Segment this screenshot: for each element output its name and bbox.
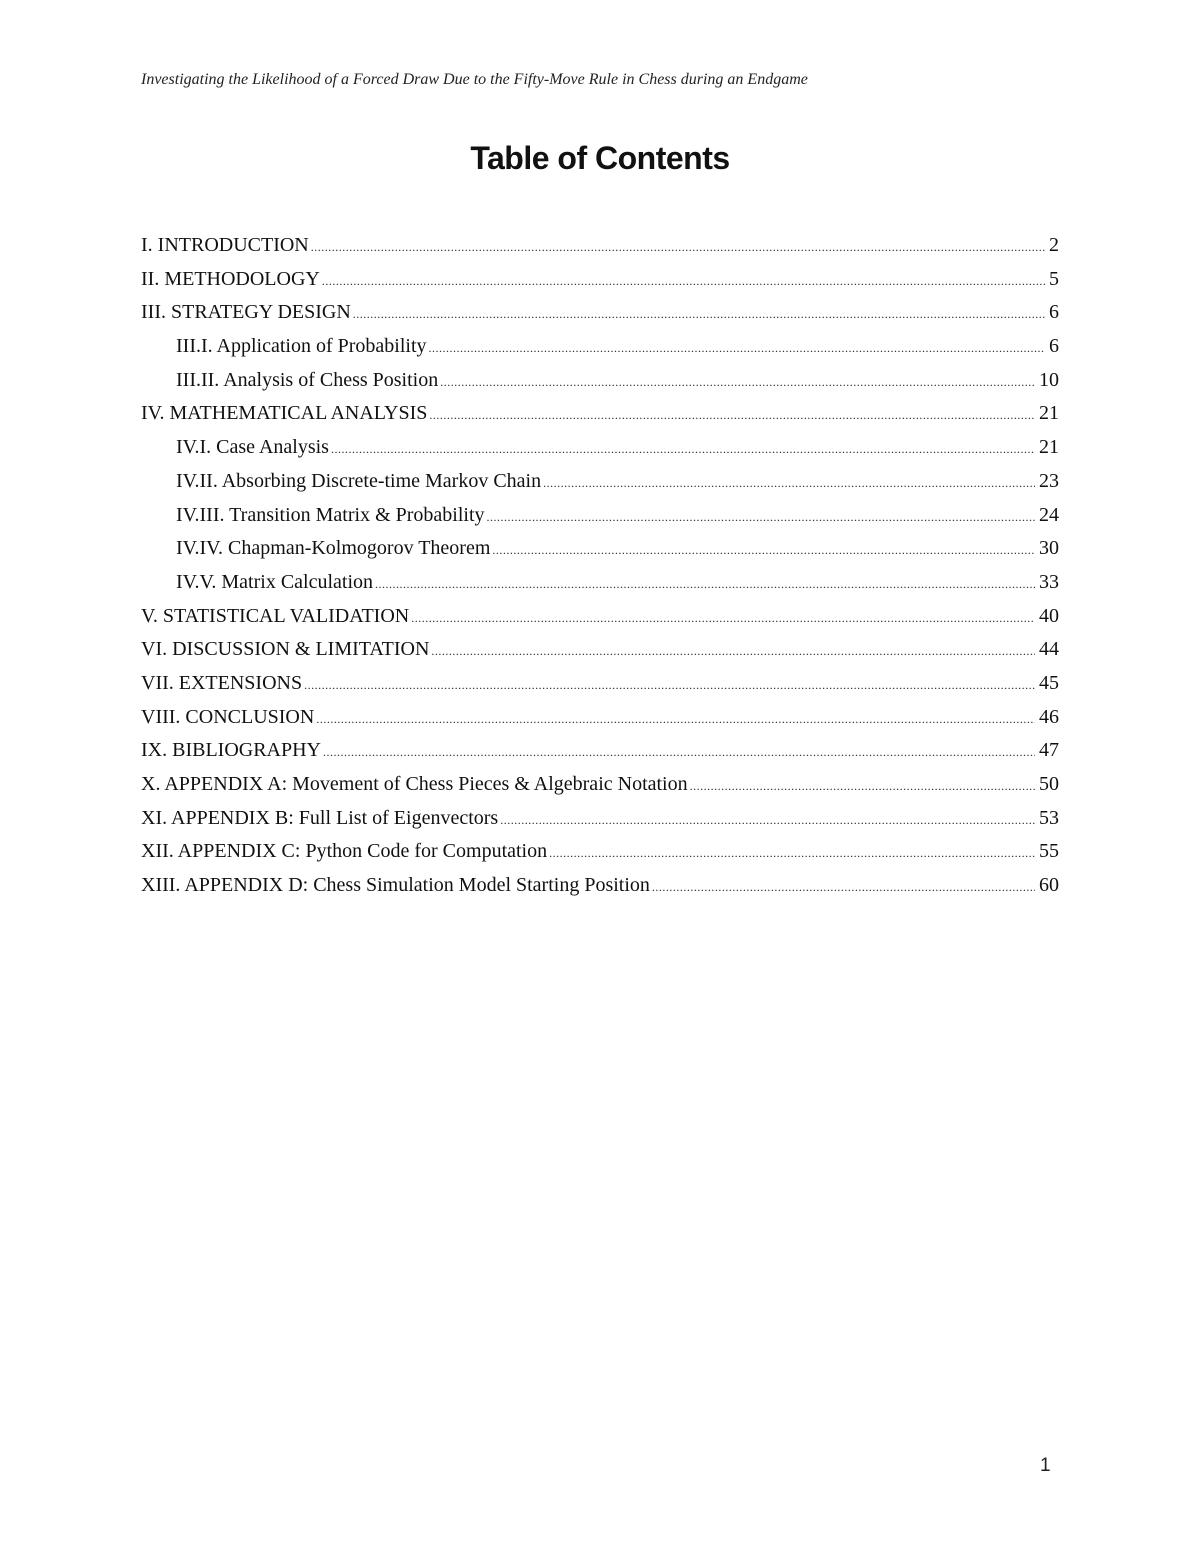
toc-entry-page: 45 <box>1039 671 1059 694</box>
toc-entry-label: IV.III. Transition Matrix & Probability <box>176 503 485 526</box>
toc-entry-label: V. STATISTICAL VALIDATION <box>141 604 410 627</box>
toc-entry-label: XII. APPENDIX C: Python Code for Computation <box>141 840 548 863</box>
toc-entry-page: 44 <box>1039 638 1059 661</box>
toc-entry-label: XIII. APPENDIX D: Chess Simulation Model Starting Position <box>141 874 650 897</box>
toc-entry[interactable] <box>141 802 1059 836</box>
toc-entry-page: 40 <box>1039 604 1059 627</box>
toc-entry-label: III.II. Analysis of Chess Position <box>176 368 439 391</box>
page-number: 1 <box>1040 1455 1051 1476</box>
toc-entry-page: 24 <box>1039 503 1059 526</box>
toc-entry-label: IV. MATHEMATICAL ANALYSIS <box>141 402 428 425</box>
toc-entry-page: 33 <box>1039 570 1059 593</box>
toc-entry[interactable] <box>141 566 1059 600</box>
toc-entry-page: 5 <box>1049 267 1059 290</box>
toc-entry[interactable] <box>141 667 1059 701</box>
toc-dot-leader <box>429 332 1045 366</box>
toc-entry-label: XI. APPENDIX B: Full List of Eigenvectors <box>141 806 499 829</box>
toc-entry-page: 55 <box>1039 840 1059 863</box>
toc-entry-label: IV.I. Case Analysis <box>176 436 329 459</box>
toc-dot-leader <box>322 265 1045 299</box>
toc-entry[interactable] <box>141 633 1059 667</box>
toc-entry-label: IV.II. Absorbing Discrete-time Markov Chain <box>176 469 542 492</box>
toc-entry[interactable] <box>141 869 1059 903</box>
toc-entry-label: X. APPENDIX A: Movement of Chess Pieces & Algebraic Notation <box>141 773 688 795</box>
toc-dot-leader <box>500 804 1035 838</box>
toc-entry[interactable] <box>141 229 1059 263</box>
toc-entry-page: 6 <box>1049 301 1059 324</box>
toc-dot-leader <box>411 602 1035 636</box>
toc-entry[interactable] <box>141 330 1059 364</box>
toc-dot-leader <box>549 837 1035 871</box>
toc-dot-leader <box>492 534 1035 568</box>
toc-dot-leader <box>375 568 1035 602</box>
table-of-contents <box>141 229 1059 903</box>
toc-entry-page: 50 <box>1039 773 1059 795</box>
toc-dot-leader <box>652 871 1035 905</box>
toc-entry-page: 21 <box>1039 436 1059 459</box>
toc-entry[interactable] <box>141 768 1059 802</box>
toc-dot-leader <box>331 433 1035 467</box>
toc-entry-page: 60 <box>1039 874 1059 897</box>
toc-entry[interactable] <box>141 263 1059 297</box>
toc-entry[interactable] <box>141 734 1059 768</box>
toc-entry-label: VIII. CONCLUSION <box>141 705 315 728</box>
toc-entry-page: 53 <box>1039 806 1059 829</box>
toc-entry-label: III. STRATEGY DESIGN <box>141 301 351 324</box>
toc-entry-page: 10 <box>1039 368 1059 391</box>
toc-dot-leader <box>690 770 1035 804</box>
toc-entry[interactable] <box>141 431 1059 465</box>
toc-dot-leader <box>440 366 1035 400</box>
toc-entry[interactable] <box>141 835 1059 869</box>
toc-entry-label: I. INTRODUCTION <box>141 234 309 256</box>
toc-entry[interactable] <box>141 701 1059 735</box>
toc-dot-leader <box>323 736 1035 770</box>
toc-dot-leader <box>543 467 1035 501</box>
toc-entry-label: VI. DISCUSSION & LIMITATION <box>141 638 430 661</box>
toc-entry-label: IX. BIBLIOGRAPHY <box>141 739 321 762</box>
toc-dot-leader <box>316 703 1035 737</box>
toc-entry-label: IV.V. Matrix Calculation <box>176 570 374 593</box>
toc-entry-label: VII. EXTENSIONS <box>141 671 303 694</box>
toc-entry-page: 23 <box>1039 469 1059 492</box>
toc-entry[interactable] <box>141 364 1059 398</box>
toc-dot-leader <box>353 298 1045 332</box>
toc-entry[interactable] <box>141 397 1059 431</box>
toc-entry-page: 6 <box>1049 335 1059 358</box>
toc-entry[interactable] <box>141 465 1059 499</box>
toc-entry-label: III.I. Application of Probability <box>176 335 427 358</box>
page-title: Table of Contents <box>470 140 730 176</box>
toc-entry-page: 46 <box>1039 705 1059 728</box>
toc-dot-leader <box>487 501 1035 535</box>
toc-entry[interactable] <box>141 532 1059 566</box>
running-header: Investigating the Likelihood of a Forced Draw Due to the Fifty-Move Rule in Chess during an Endgame <box>141 71 808 88</box>
toc-entry[interactable] <box>141 600 1059 634</box>
toc-dot-leader <box>311 231 1045 265</box>
toc-dot-leader <box>431 635 1035 669</box>
toc-entry-label: II. METHODOLOGY <box>141 267 320 290</box>
toc-entry[interactable] <box>141 499 1059 533</box>
toc-entry[interactable] <box>141 296 1059 330</box>
toc-entry-page: 47 <box>1039 739 1059 762</box>
toc-dot-leader <box>429 399 1035 433</box>
toc-entry-label: IV.IV. Chapman-Kolmogorov Theorem <box>176 537 491 560</box>
toc-entry-page: 30 <box>1039 537 1059 560</box>
toc-entry-page: 21 <box>1039 402 1059 425</box>
toc-dot-leader <box>304 669 1035 703</box>
toc-entry-page: 2 <box>1049 234 1059 256</box>
